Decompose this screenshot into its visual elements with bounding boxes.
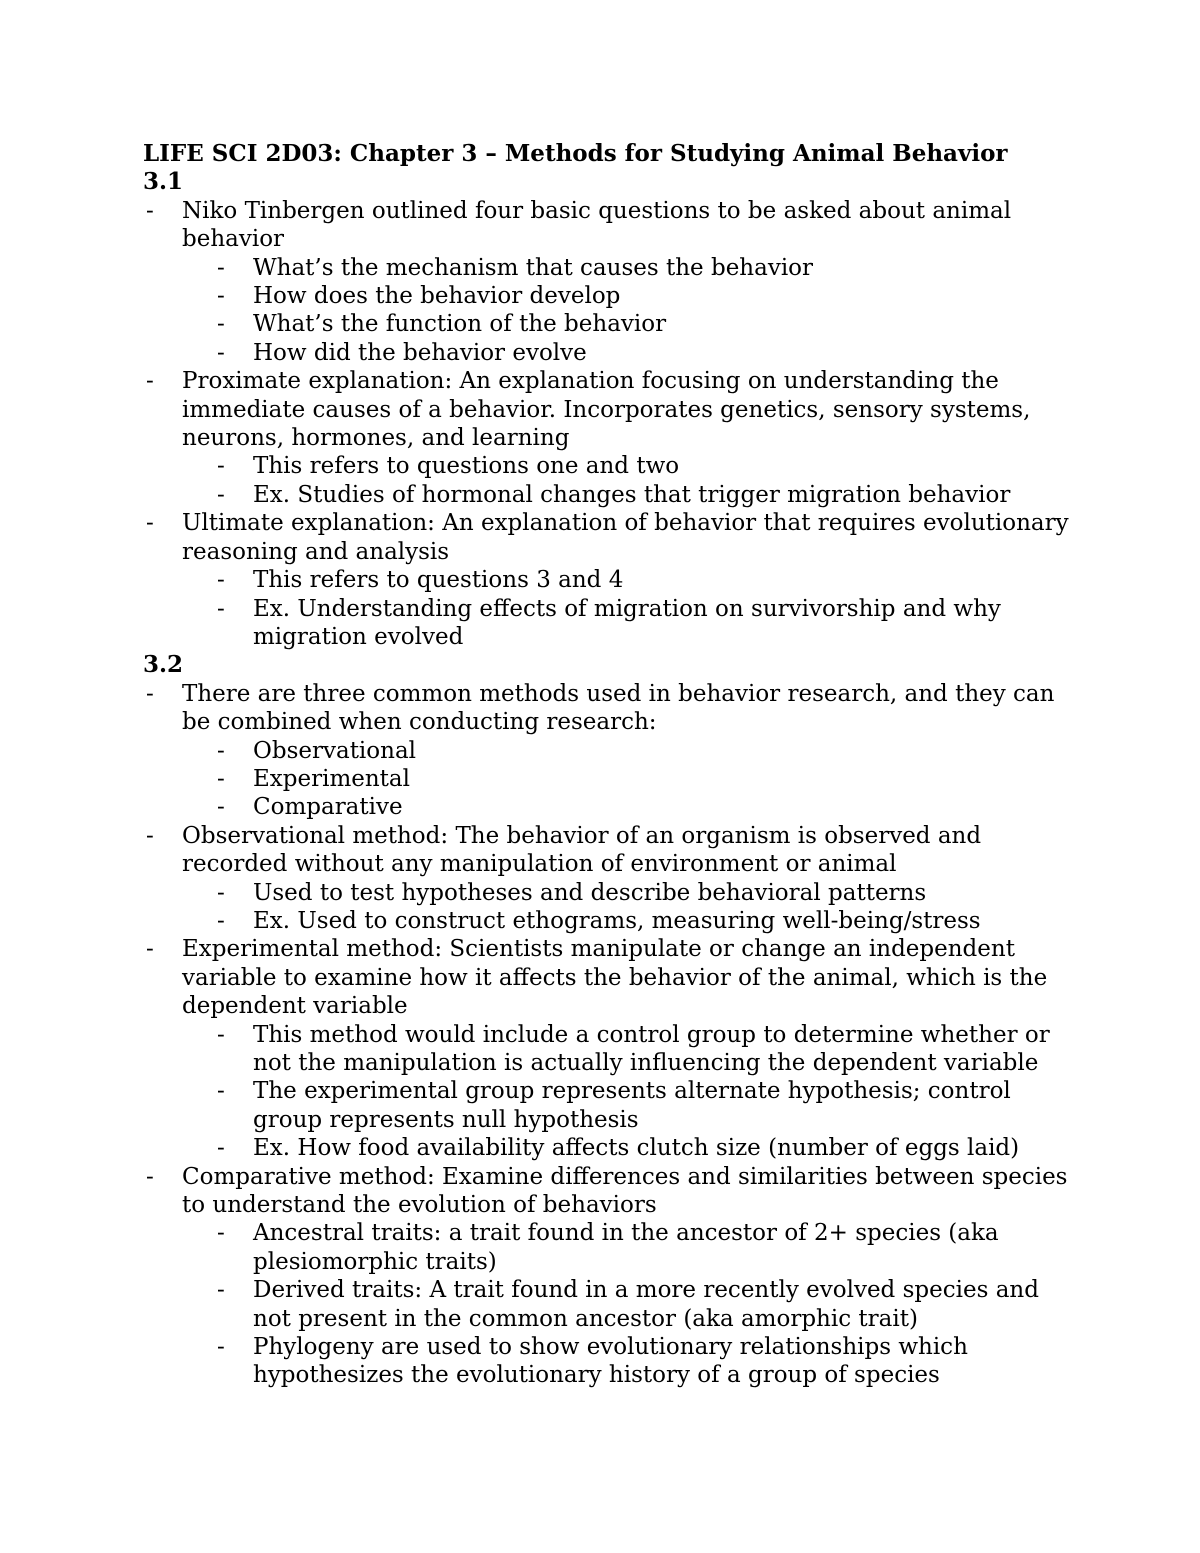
sub-list-item — [143, 254, 1073, 282]
list-item-text: There are three common methods used in behavior research, and they can be combined when conducting research: — [182, 680, 1055, 736]
sub-list-item-text: This refers to questions 3 and 4 — [253, 567, 624, 594]
list-item-text: Niko Tinbergen outlined four basic questions to be asked about animal behavior — [182, 197, 1012, 253]
list-item-text: Comparative method: Examine differences and similarities between species to understand the evolution of behaviors — [182, 1163, 1068, 1219]
sub-list-item — [143, 737, 1073, 765]
sub-list-item — [143, 793, 1073, 821]
sub-list-item-text: Ex. Understanding effects of migration on survivorship and why migration evolved — [253, 595, 1001, 650]
sub-list-item-text: This refers to questions one and two — [253, 453, 680, 480]
bullet-marker: - — [146, 510, 154, 537]
sub-list-item-text: Comparative — [253, 794, 403, 821]
sub-list-item-text: Derived traits: A trait found in a more recently evolved species and not present in the common ancestor (aka amorphic trait) — [253, 1277, 1039, 1332]
sub-list-item-text: Ancestral traits: a trait found in the ancestor of 2+ species (aka plesiomorphic traits) — [253, 1220, 999, 1275]
sub-list-item — [143, 481, 1073, 509]
bullet-marker: - — [217, 453, 225, 480]
bullet-marker: - — [146, 680, 154, 707]
bullet-marker: - — [217, 765, 225, 792]
sub-list-item-text: What’s the function of the behavior — [253, 311, 667, 338]
list-item — [143, 367, 1073, 452]
sub-list-item — [143, 1333, 1073, 1390]
bullet-marker: - — [217, 907, 225, 934]
sub-list-item — [143, 765, 1073, 793]
bullet-marker: - — [217, 311, 225, 338]
bullet-marker: - — [217, 481, 225, 508]
sub-list-item-text: Used to test hypotheses and describe behavioral patterns — [253, 879, 927, 906]
sub-list-item-text: What’s the mechanism that causes the behavior — [253, 254, 814, 281]
bullet-marker: - — [217, 254, 225, 281]
sub-list-item — [143, 282, 1073, 310]
bullet-marker: - — [217, 737, 225, 764]
document-title: LIFE SCI 2D03: Chapter 3 – Methods for Studying Animal Behavior — [143, 140, 1008, 167]
sub-list-item — [143, 1276, 1073, 1333]
document-body — [143, 140, 1073, 1390]
section-heading: 3.2 — [143, 651, 184, 679]
bullet-marker: - — [217, 794, 225, 821]
sub-list-item — [143, 1021, 1073, 1078]
sub-list-item — [143, 452, 1073, 480]
sub-list-item-text: The experimental group represents alternate hypothesis; control group represents null hypothesis — [253, 1078, 1011, 1133]
sub-list-item-text: This method would include a control group to determine whether or not the manipulation is actually influencing the dependent variable — [253, 1021, 1050, 1076]
bullet-marker: - — [217, 1021, 225, 1048]
sub-list-item-text: How does the behavior develop — [253, 283, 621, 310]
sub-list-item — [143, 339, 1073, 367]
section-heading: 3.1 — [143, 168, 184, 196]
sub-list-item — [143, 1219, 1073, 1276]
sub-list-item-text: Ex. Used to construct ethograms, measuring well-being/stress — [253, 907, 981, 934]
bullet-marker: - — [217, 879, 225, 906]
bullet-marker: - — [217, 283, 225, 310]
sub-list-item — [143, 310, 1073, 338]
list-item — [143, 822, 1073, 879]
sub-list-item — [143, 907, 1073, 935]
bullet-marker: - — [217, 339, 225, 366]
sections-container — [143, 168, 1073, 1389]
section — [143, 651, 1073, 1390]
list-item — [143, 509, 1073, 566]
sub-list-item — [143, 595, 1073, 652]
sub-list-item-text: Ex. How food availability affects clutch size (number of eggs laid) — [253, 1135, 1020, 1162]
bullet-marker: - — [217, 1220, 225, 1247]
sub-list-item — [143, 1077, 1073, 1134]
bullet-marker: - — [217, 1135, 225, 1162]
bullet-marker: - — [217, 1277, 225, 1304]
sub-list-item-text: How did the behavior evolve — [253, 339, 587, 366]
bullet-marker: - — [217, 1078, 225, 1105]
bullet-marker: - — [146, 1163, 154, 1190]
section — [143, 168, 1073, 651]
list-item-text: Experimental method: Scientists manipulate or change an independent variable to examine how it affects the behavior of the animal, which is the dependent variable — [182, 936, 1048, 1020]
list-item-text: Proximate explanation: An explanation focusing on understanding the immediate causes of a behavior. Incorporates genetics, sensory systems, neurons, hormones, and learning — [182, 368, 1031, 452]
bullet-marker: - — [146, 822, 154, 849]
list-item — [143, 197, 1073, 254]
bullet-marker: - — [146, 197, 154, 224]
bullet-list — [143, 197, 1073, 652]
list-item — [143, 680, 1073, 737]
list-item — [143, 935, 1073, 1020]
bullet-marker: - — [146, 368, 154, 395]
bullet-marker: - — [146, 936, 154, 963]
bullet-list — [143, 680, 1073, 1390]
bullet-marker: - — [217, 1334, 225, 1361]
bullet-marker: - — [217, 595, 225, 622]
sub-list-item — [143, 1134, 1073, 1162]
sub-list-item-text: Phylogeny are used to show evolutionary relationships which hypothesizes the evolutionary history of a group of species — [253, 1334, 968, 1389]
sub-list-item — [143, 879, 1073, 907]
bullet-marker: - — [217, 567, 225, 594]
list-item-text: Ultimate explanation: An explanation of behavior that requires evolutionary reasoning and analysis — [182, 510, 1069, 565]
list-item — [143, 1163, 1073, 1220]
list-item-text: Observational method: The behavior of an organism is observed and recorded without any manipulation of environment or animal — [182, 822, 982, 878]
sub-list-item-text: Experimental — [253, 765, 410, 792]
sub-list-item-text: Observational — [253, 737, 417, 764]
sub-list-item — [143, 566, 1073, 594]
sub-list-item-text: Ex. Studies of hormonal changes that trigger migration behavior — [253, 481, 1011, 508]
